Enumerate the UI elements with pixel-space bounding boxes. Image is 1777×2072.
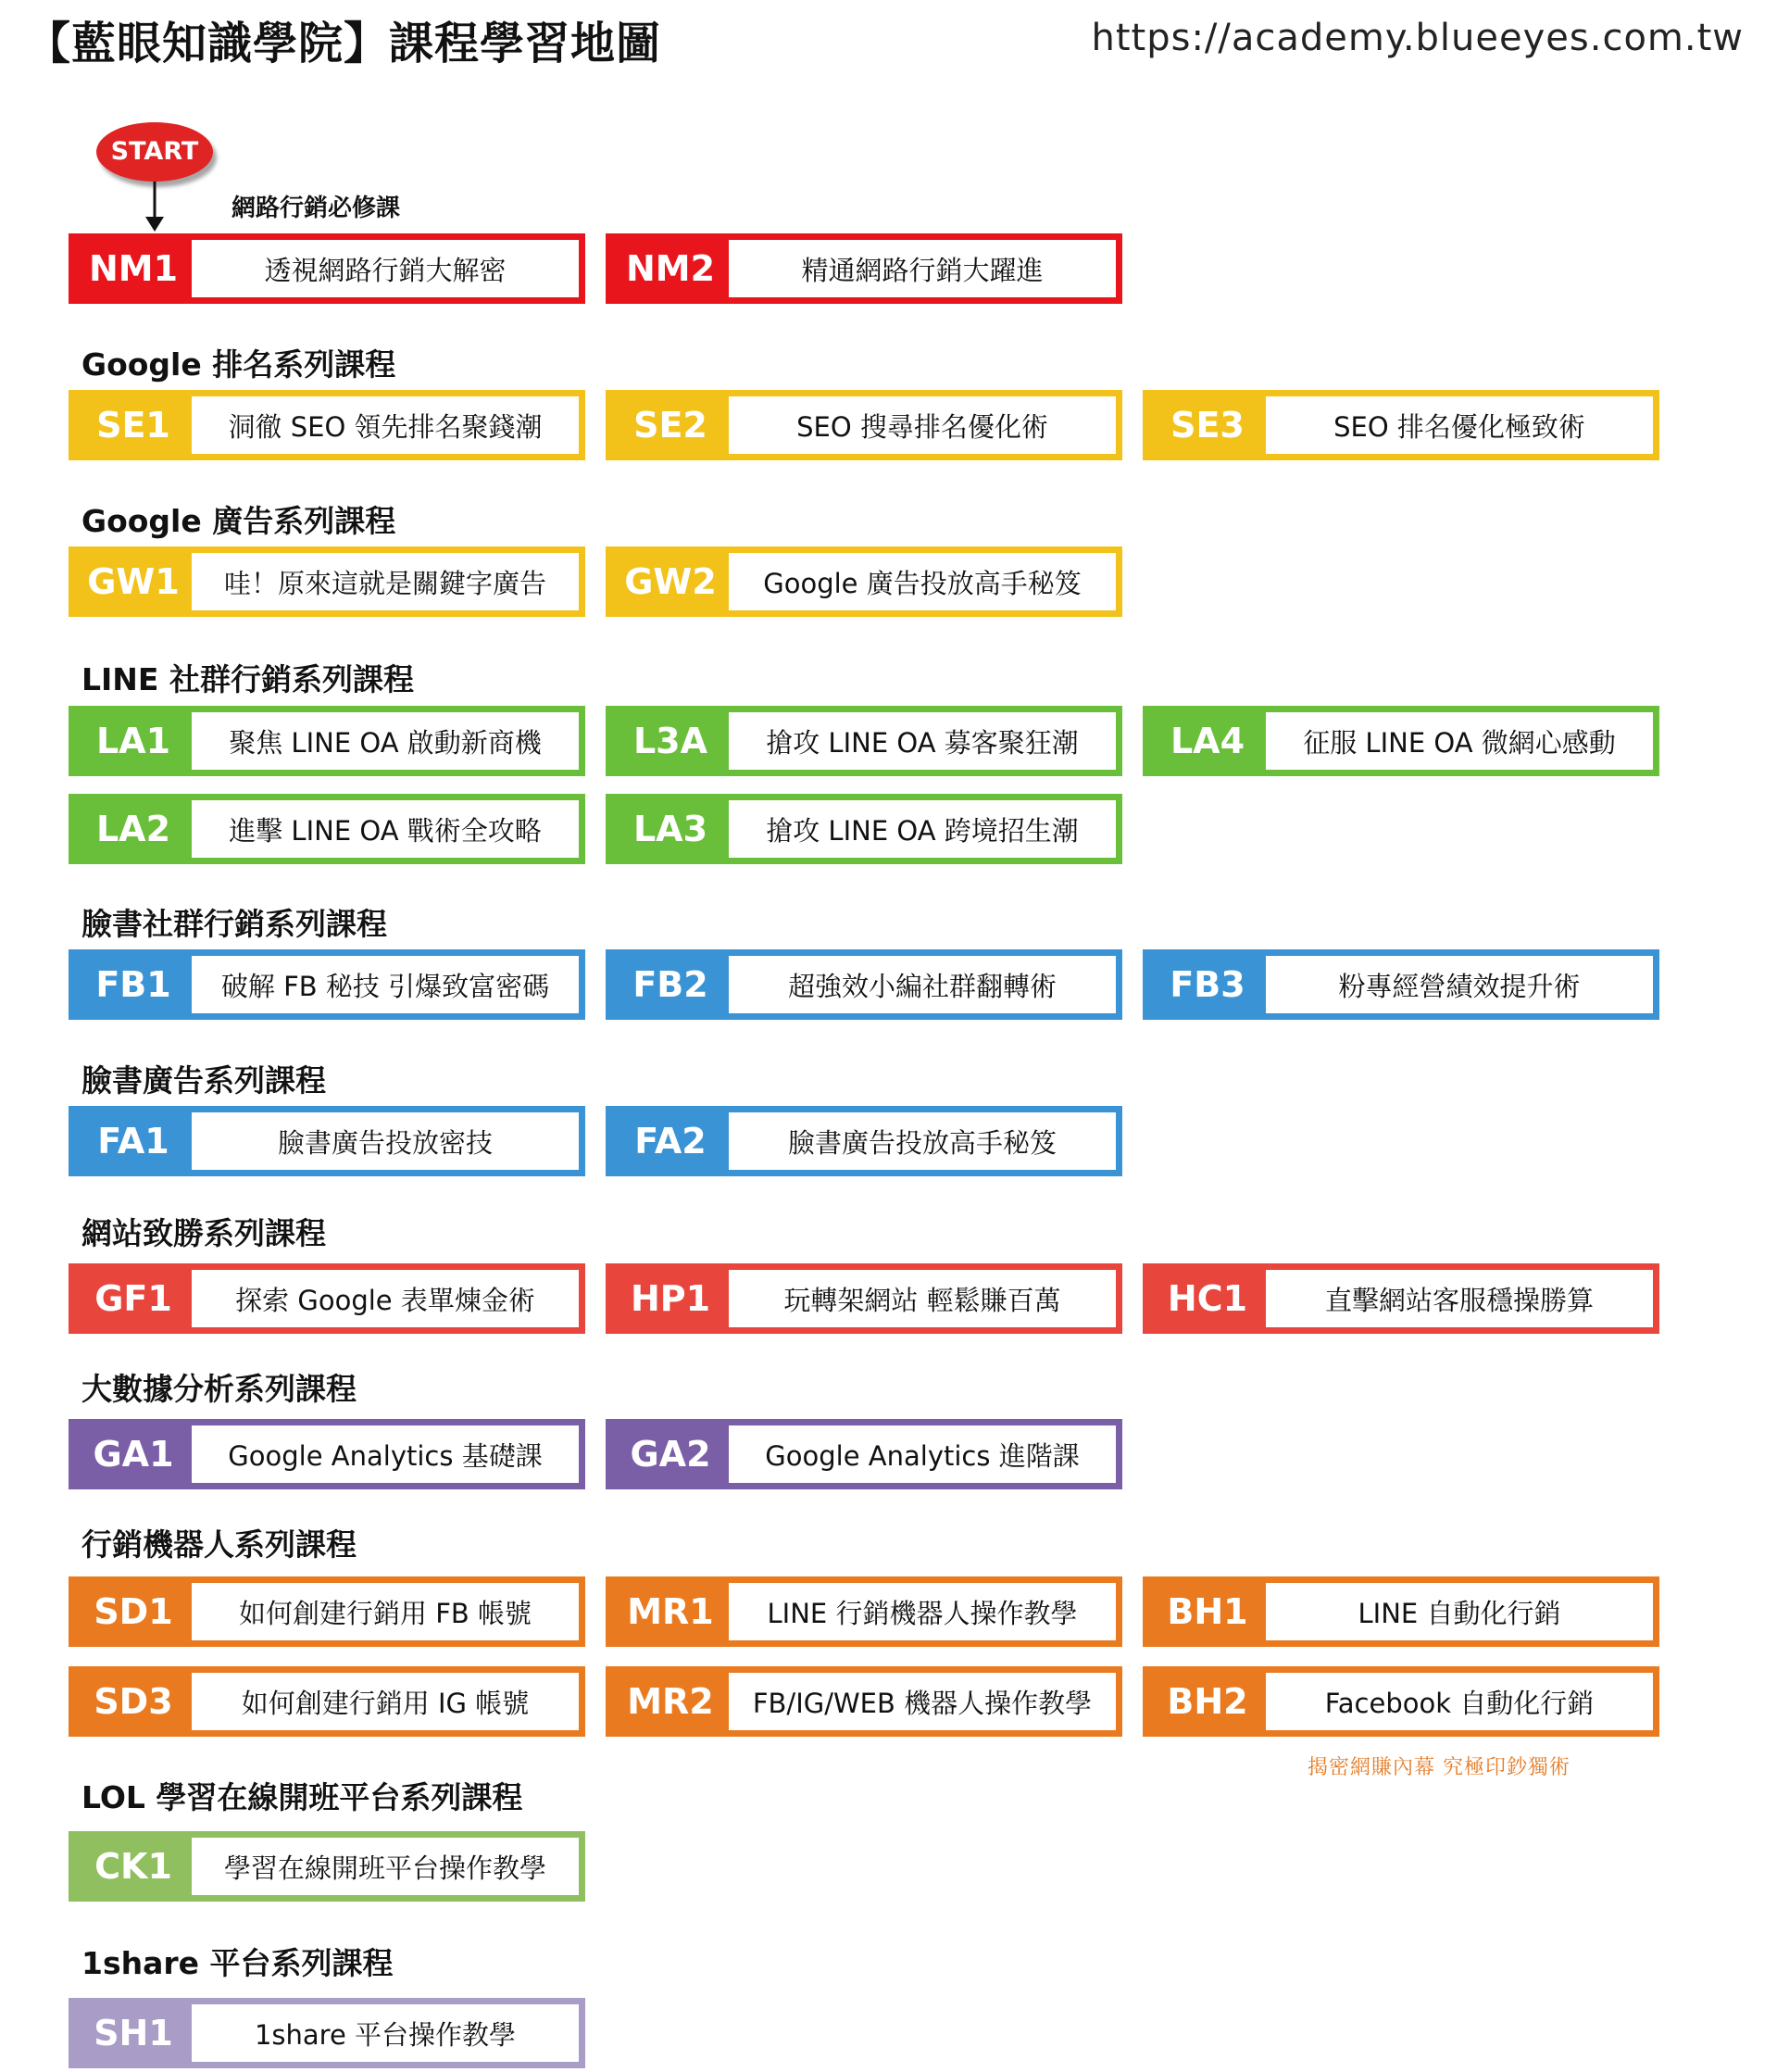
course-name: LINE 行銷機器人操作教學 [767, 1597, 1078, 1629]
course-fb1[interactable] [69, 949, 585, 1020]
course-name: 聚焦 LINE OA 啟動新商機 [229, 726, 542, 759]
course-bh1[interactable] [1143, 1576, 1659, 1647]
course-gw1[interactable] [69, 546, 585, 617]
watermark-text: 揭密網賺內幕 究極印鈔獨術 [1308, 1756, 1571, 1779]
course-se1[interactable] [69, 390, 585, 460]
course-name: 如何創建行銷用 IG 帳號 [241, 1687, 530, 1719]
course-name: Google 廣告投放高手秘笈 [763, 567, 1082, 599]
course-name: 1share 平台操作教學 [254, 2018, 517, 2051]
course-gf1[interactable] [69, 1263, 585, 1334]
course-name: Google Analytics 進階課 [765, 1439, 1080, 1472]
course-code: GA2 [606, 1419, 729, 1489]
course-sd3[interactable] [69, 1666, 585, 1737]
course-name: 玩轉架網站 輕鬆賺百萬 [783, 1284, 1061, 1316]
section-label: 大數據分析系列課程 [81, 1371, 357, 1407]
section-label: 臉書社群行銷系列課程 [81, 906, 387, 942]
course-ck1[interactable] [69, 1831, 585, 1902]
section-label: Google 排名系列課程 [81, 346, 396, 383]
course-fa2[interactable] [606, 1106, 1122, 1176]
course-name: 進擊 LINE OA 戰術全攻略 [229, 814, 542, 847]
site-url[interactable]: https://academy.blueeyes.com.tw [1091, 17, 1744, 59]
course-name: 征服 LINE OA 微網心感動 [1303, 726, 1616, 759]
course-nm1[interactable] [69, 233, 585, 304]
section-label: LOL 學習在線開班平台系列課程 [81, 1779, 523, 1815]
course-name: 直擊網站客服穩操勝算 [1324, 1284, 1594, 1316]
course-name: 搶攻 LINE OA 跨境招生潮 [766, 814, 1079, 847]
course-name: 精通網路行銷大躍進 [801, 254, 1044, 286]
course-code: NM1 [69, 233, 192, 304]
course-name: 搶攻 LINE OA 募客聚狂潮 [766, 726, 1079, 759]
course-la2[interactable] [69, 794, 585, 864]
section-label: 網站致勝系列課程 [81, 1215, 326, 1251]
course-mr2[interactable] [606, 1666, 1122, 1737]
section-label: LINE 社群行銷系列課程 [81, 661, 414, 697]
course-name: 如何創建行銷用 FB 帳號 [238, 1597, 532, 1629]
course-la1[interactable] [69, 706, 585, 776]
course-code: L3A [606, 706, 729, 776]
course-bh2[interactable] [1143, 1666, 1659, 1737]
course-name: 探索 Google 表單煉金術 [235, 1284, 535, 1316]
course-code: SH1 [69, 1998, 192, 2068]
course-code: NM2 [606, 233, 729, 304]
course-ga2[interactable] [606, 1419, 1122, 1489]
course-name: LINE 自動化行銷 [1358, 1597, 1561, 1629]
course-code: FB3 [1143, 949, 1266, 1020]
course-name: FB/IG/WEB 機器人操作教學 [752, 1687, 1093, 1719]
course-hc1[interactable] [1143, 1263, 1659, 1334]
course-code: GW1 [69, 546, 192, 617]
course-mr1[interactable] [606, 1576, 1122, 1647]
course-l3a[interactable] [606, 706, 1122, 776]
course-code: MR1 [606, 1576, 729, 1647]
course-code: MR2 [606, 1666, 729, 1737]
section-label: 臉書廣告系列課程 [81, 1062, 326, 1099]
course-name: 臉書廣告投放密技 [277, 1126, 493, 1159]
course-la3[interactable] [606, 794, 1122, 864]
course-name: 破解 FB 秘技 引爆致富密碼 [220, 970, 550, 1002]
course-code: SE1 [69, 390, 192, 460]
section-label: Google 廣告系列課程 [81, 503, 396, 539]
course-ga1[interactable] [69, 1419, 585, 1489]
course-code: LA3 [606, 794, 729, 864]
course-name: 透視網路行銷大解密 [264, 254, 507, 286]
course-nm2[interactable] [606, 233, 1122, 304]
course-code: FA1 [69, 1106, 192, 1176]
course-code: GF1 [69, 1263, 192, 1334]
course-gw2[interactable] [606, 546, 1122, 617]
course-code: LA4 [1143, 706, 1266, 776]
course-name: SEO 排名優化極致術 [1333, 410, 1585, 443]
page-title: 【藍眼知識學院】課程學習地圖 [26, 18, 662, 69]
section-label: 行銷機器人系列課程 [81, 1526, 357, 1563]
course-name: 超強效小編社群翻轉術 [787, 970, 1057, 1002]
course-name: Google Analytics 基礎課 [228, 1439, 543, 1472]
nm-caption: 網路行銷必修課 [232, 195, 401, 222]
course-code: FA2 [606, 1106, 729, 1176]
start-badge: START [96, 122, 213, 182]
course-name: 洞徹 SEO 領先排名聚錢潮 [228, 410, 543, 443]
course-se3[interactable] [1143, 390, 1659, 460]
course-se2[interactable] [606, 390, 1122, 460]
course-code: BH2 [1143, 1666, 1266, 1737]
course-name: 粉專經營績效提升術 [1338, 970, 1581, 1002]
section-label: 1share 平台系列課程 [81, 1945, 394, 1981]
start-arrow-icon [141, 182, 169, 233]
course-code: SE3 [1143, 390, 1266, 460]
course-code: HC1 [1143, 1263, 1266, 1334]
course-fb2[interactable] [606, 949, 1122, 1020]
course-fb3[interactable] [1143, 949, 1659, 1020]
course-code: SD1 [69, 1576, 192, 1647]
course-code: CK1 [69, 1831, 192, 1902]
course-code: SE2 [606, 390, 729, 460]
course-code: BH1 [1143, 1576, 1266, 1647]
course-name: 哇！原來這就是關鍵字廣告 [223, 567, 546, 599]
course-code: GW2 [606, 546, 729, 617]
course-code: HP1 [606, 1263, 729, 1334]
course-code: LA2 [69, 794, 192, 864]
course-code: FB1 [69, 949, 192, 1020]
course-code: GA1 [69, 1419, 192, 1489]
course-hp1[interactable] [606, 1263, 1122, 1334]
course-fa1[interactable] [69, 1106, 585, 1176]
course-code: LA1 [69, 706, 192, 776]
course-name: 臉書廣告投放高手秘笈 [787, 1126, 1057, 1159]
course-name: Facebook 自動化行銷 [1324, 1687, 1595, 1719]
course-sh1[interactable] [69, 1998, 585, 2068]
course-sd1[interactable] [69, 1576, 585, 1647]
course-code: SD3 [69, 1666, 192, 1737]
course-name: SEO 搜尋排名優化術 [796, 410, 1048, 443]
course-name: 學習在線開班平台操作教學 [223, 1852, 546, 1884]
course-code: FB2 [606, 949, 729, 1020]
course-la4[interactable] [1143, 706, 1659, 776]
